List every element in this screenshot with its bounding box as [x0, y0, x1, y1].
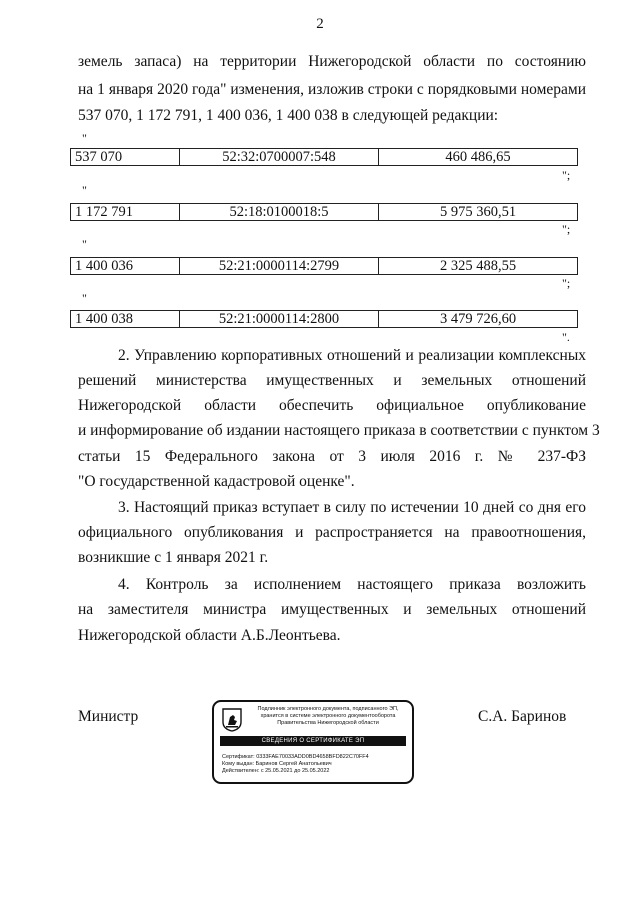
cadastral-value: 3 479 726,60 [379, 311, 578, 328]
table-row [71, 311, 578, 328]
stamp-header [248, 706, 408, 727]
stamp-header-line-1: Подлинник электронного документа, подписанного ЭП, [257, 706, 399, 712]
quote-open-1: " [82, 131, 87, 145]
row-number: 1 400 036 [71, 258, 180, 275]
cadastral-value: 5 975 360,51 [379, 204, 578, 221]
para2-line-1: 2. Управлению корпоративных отношений и реализации комплексных [118, 347, 586, 364]
intro-line-1: земель запаса) на территории Нижегородской области по состоянию [78, 53, 586, 70]
quote-close-1: "; [562, 168, 571, 182]
table-row [71, 149, 578, 166]
row-number: 537 070 [71, 149, 180, 166]
para3-line-2: официального опубликования и распространяется на правоотношения, [78, 524, 586, 541]
stamp-header-line-2: хранится в системе электронного документооборота [260, 713, 396, 719]
quote-close-3: "; [562, 276, 571, 290]
stamp-validity: Действителен: с 25.05.2021 до 25.05.2022 [222, 768, 330, 774]
cadastral-number: 52:18:0100018:5 [180, 204, 379, 221]
electronic-signature-stamp [212, 700, 414, 784]
intro-line-3: 537 070, 1 172 791, 1 400 036, 1 400 038 в следующей редакции: [78, 107, 499, 124]
para4-line-1: 4. Контроль за исполнением настоящего приказа возложить [118, 576, 586, 593]
para3-line-3: возникшие с 1 января 2021 г. [78, 549, 269, 566]
signature-title: Министр [78, 708, 139, 725]
stamp-header-line-3: Правительства Нижегородской области [277, 720, 379, 726]
cadastral-number: 52:21:0000114:2799 [180, 258, 379, 275]
record-table-2 [70, 203, 578, 221]
signature-name: С.А. Баринов [478, 708, 567, 725]
stamp-certificate-bar: СВЕДЕНИЯ О СЕРТИФИКАТЕ ЭП [220, 736, 406, 746]
page-number: 2 [316, 16, 324, 32]
row-number: 1 400 038 [71, 311, 180, 328]
coat-of-arms-icon [222, 708, 242, 732]
table-row [71, 258, 578, 275]
quote-open-3: " [82, 237, 87, 251]
stamp-certificate: Сертификат: 0333FAE70033ADD0BD4658BFD822C70FF4 [222, 754, 369, 760]
para4-line-2: на заместителя министра имущественных и земельных отношений [78, 601, 586, 618]
para4-line-3: Нижегородской области А.Б.Леонтьева. [78, 627, 341, 644]
quote-close-2: "; [562, 222, 571, 236]
para2-line-5: статьи 15 Федерального закона от 3 июля 2016 г. № 237-ФЗ [78, 448, 586, 465]
table-row [71, 204, 578, 221]
quote-open-4: " [82, 291, 87, 305]
intro-line-2: на 1 января 2020 года" изменения, изложив строки с порядковыми номерами [78, 81, 586, 98]
record-table-4 [70, 310, 578, 328]
para2-line-2: решений министерства имущественных и земельных отношений [78, 372, 586, 389]
quote-open-2: " [82, 183, 87, 197]
para2-line-6: "О государственной кадастровой оценке". [78, 473, 355, 490]
cadastral-value: 2 325 488,55 [379, 258, 578, 275]
record-table-3 [70, 257, 578, 275]
cadastral-number: 52:21:0000114:2800 [180, 311, 379, 328]
para3-line-1: 3. Настоящий приказ вступает в силу по истечении 10 дней со дня его [118, 499, 586, 516]
para2-line-4: и информирование об издании настоящего приказа в соответствии с пунктом 3 [78, 422, 600, 439]
cadastral-number: 52:32:0700007:548 [180, 149, 379, 166]
para2-line-3: Нижегородской области обеспечить официальное опубликование [78, 397, 586, 414]
cadastral-value: 460 486,65 [379, 149, 578, 166]
record-table-1 [70, 148, 578, 166]
quote-close-4: ". [562, 330, 570, 344]
stamp-issued-to: Кому выдан: Баринов Сергей Анатольевич [222, 761, 332, 767]
row-number: 1 172 791 [71, 204, 180, 221]
